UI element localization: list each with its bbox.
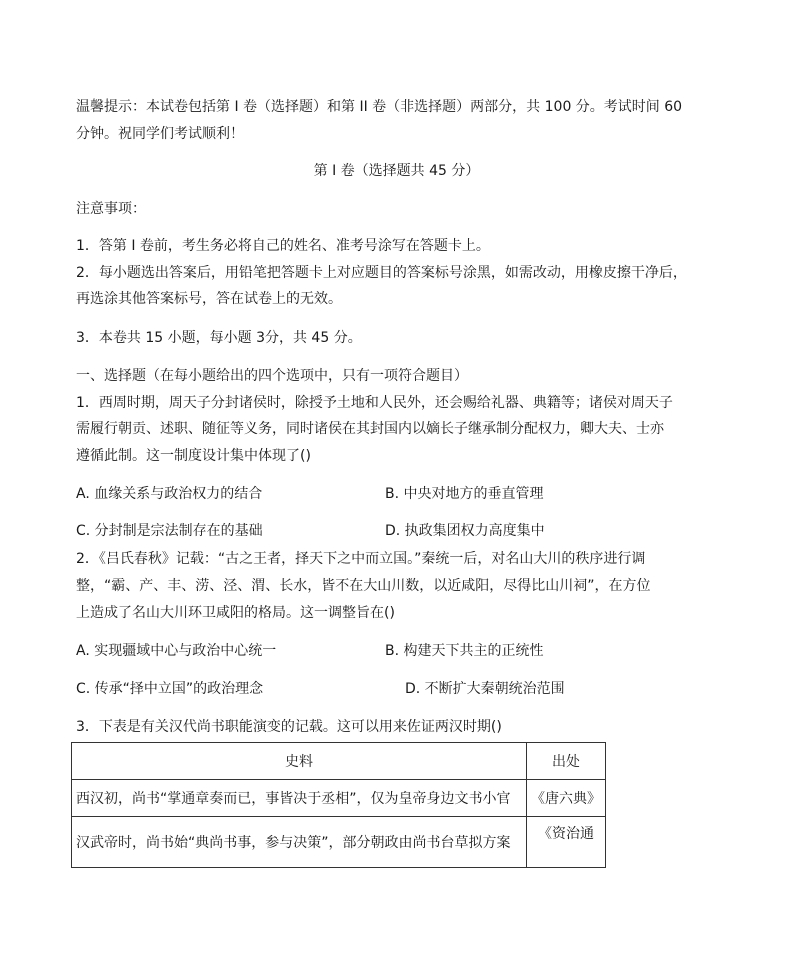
note-2-line-2: 再选涂其他答案标号，答在试卷上的无效。 (76, 291, 342, 307)
question-1-line-1: 1．西周时期，周天子分封诸侯时，除授予土地和人民外，还会赐给礼器、典籍等；诸侯对周天子 (76, 395, 673, 411)
table-cell-source: 西汉初，尚书“掌通章奏而已，事皆决于丞相”，仅为皇帝身边文书小官 (72, 780, 527, 817)
question-2-option-b: B. 构建天下共主的正统性 (385, 643, 544, 659)
intro-line-2: 分钟。祝同学们考试顺利！ (76, 126, 244, 142)
question-1-line-3: 遵循此制。这一制度设计集中体现了() (76, 448, 311, 464)
table-row (72, 817, 606, 868)
notes-heading: 注意事项： (76, 201, 146, 217)
question-1-option-c: C. 分封制是宗法制存在的基础 (76, 523, 263, 539)
question-2-option-a: A. 实现疆域中心与政治中心统一 (76, 643, 277, 659)
question-3-stem: 3．下表是有关汉代尚书职能演变的记载。这可以用来佐证两汉时期() (76, 719, 502, 735)
source-table (71, 742, 606, 868)
question-1-option-b: B. 中央对地方的垂直管理 (385, 486, 544, 502)
note-1: 1．答第 I 卷前，考生务必将自己的姓名、准考号涂写在答题卡上。 (76, 238, 490, 254)
table-cell-origin: 《唐六典》 (527, 780, 606, 817)
table-header-origin: 出处 (527, 743, 606, 780)
note-2-line-1: 2．每小题选出答案后，用铅笔把答题卡上对应题目的答案标号涂黑，如需改动，用橡皮擦干净后， (76, 265, 687, 281)
question-1-option-a: A. 血缘关系与政治权力的结合 (76, 486, 263, 502)
table-header-source: 史料 (72, 743, 527, 780)
part-heading: 一、选择题（在每小题给出的四个选项中，只有一项符合题目） (76, 368, 468, 384)
table-row (72, 780, 606, 817)
question-2-option-d: D. 不断扩大秦朝统治范围 (405, 681, 565, 697)
table-header-row (72, 743, 606, 780)
question-2-line-1: 2．《吕氏春秋》记载：“古之王者，择天下之中而立国。”秦统一后，对名山大川的秩序进行调 (76, 551, 646, 567)
note-3: 3．本卷共 15 小题，每小题 3分，共 45 分。 (76, 330, 362, 346)
question-2-line-2: 整，“霸、产、丰、涝、泾、渭、长水，皆不在大山川数，以近咸阳，尽得比山川祠”，在方位 (76, 578, 651, 594)
table-cell-origin: 《资治通 (527, 817, 606, 868)
question-2-option-c: C. 传承“择中立国”的政治理念 (76, 681, 264, 697)
intro-line-1: 温馨提示：本试卷包括第 I 卷（选择题）和第 II 卷（非选择题）两部分，共 100 分。考试时间 60 (76, 99, 683, 115)
table-cell-source: 汉武帝时，尚书始“典尚书事，参与决策”，部分朝政由尚书台草拟方案 (72, 817, 527, 868)
question-1-line-2: 需履行朝贡、述职、随征等义务，同时诸侯在其封国内以嫡长子继承制分配权力，卿大夫、士亦 (76, 421, 664, 437)
question-2-line-3: 上造成了名山大川环卫咸阳的格局。这一调整旨在() (76, 605, 395, 621)
question-1-option-d: D. 执政集团权力高度集中 (385, 523, 545, 539)
section-title: 第 I 卷（选择题共 45 分） (313, 163, 480, 179)
